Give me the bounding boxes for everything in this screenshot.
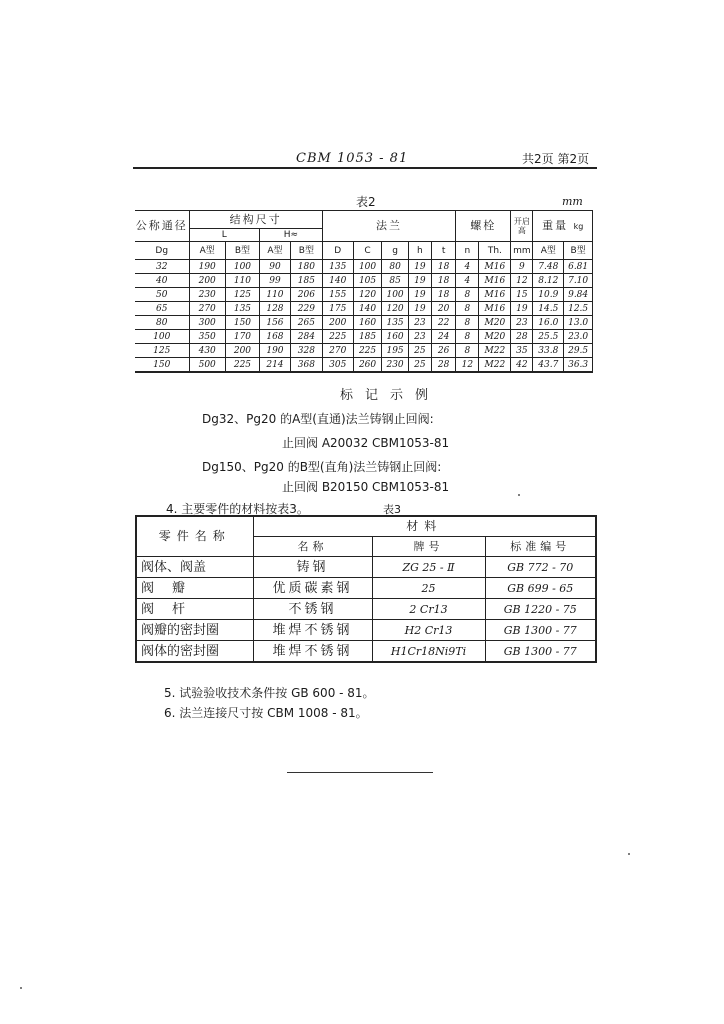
material-grade: H2 Cr13 bbox=[372, 620, 485, 641]
cell: 40 bbox=[135, 274, 189, 288]
cell: 128 bbox=[260, 302, 291, 316]
cell: 43.7 bbox=[533, 358, 564, 373]
cell: 140 bbox=[353, 302, 382, 316]
cell: 32 bbox=[135, 260, 189, 274]
table-row bbox=[135, 288, 593, 302]
header-material: 材料 bbox=[253, 516, 596, 537]
cell: 100 bbox=[135, 330, 189, 344]
part-name: 阀瓣 bbox=[136, 578, 253, 599]
table2-unit: mm bbox=[562, 195, 583, 208]
cell: 7.48 bbox=[533, 260, 564, 274]
material-standard: GB 772 - 70 bbox=[485, 557, 596, 578]
cell: 8 bbox=[456, 302, 479, 316]
cell: 28 bbox=[511, 330, 533, 344]
cell: 125 bbox=[225, 288, 259, 302]
cell: 20 bbox=[431, 302, 455, 316]
cell: 230 bbox=[189, 288, 225, 302]
header-rule bbox=[133, 167, 597, 169]
cell: M22 bbox=[479, 358, 511, 373]
cell: 6.81 bbox=[564, 260, 593, 274]
note-6: 6. 法兰连接尺寸按 CBM 1008 - 81。 bbox=[164, 706, 368, 720]
cell: 23 bbox=[408, 330, 431, 344]
cell: 36.3 bbox=[564, 358, 593, 373]
cell: 9 bbox=[511, 260, 533, 274]
part-name: 阀体、阀盖 bbox=[136, 557, 253, 578]
cell: 140 bbox=[322, 274, 353, 288]
cell: 430 bbox=[189, 344, 225, 358]
cell: 100 bbox=[353, 260, 382, 274]
cell: 305 bbox=[322, 358, 353, 373]
cell: 12 bbox=[511, 274, 533, 288]
cell: 185 bbox=[353, 330, 382, 344]
dimensions-table bbox=[135, 210, 593, 373]
table-row bbox=[136, 599, 596, 620]
cell: 8.12 bbox=[533, 274, 564, 288]
cell: 100 bbox=[225, 260, 259, 274]
material-name: 优质碳素钢 bbox=[253, 578, 372, 599]
part-name: 阀杆 bbox=[136, 599, 253, 620]
cell: 120 bbox=[353, 288, 382, 302]
col-header: t bbox=[431, 242, 455, 260]
col-header: A型 bbox=[533, 242, 564, 260]
cell: 150 bbox=[225, 316, 259, 330]
table3-title: 表3 bbox=[383, 503, 401, 516]
item-4-text: 4. 主要零件的材料按表3。 bbox=[166, 502, 309, 516]
example-title: 标记示例 bbox=[340, 388, 441, 403]
cell: M16 bbox=[479, 274, 511, 288]
cell: 33.8 bbox=[533, 344, 564, 358]
cell: 200 bbox=[322, 316, 353, 330]
cell: M20 bbox=[479, 330, 511, 344]
cell: 206 bbox=[290, 288, 322, 302]
document-number: CBM 1053 - 81 bbox=[296, 151, 409, 166]
col-header: D bbox=[322, 242, 353, 260]
cell: 9.84 bbox=[564, 288, 593, 302]
cell: 156 bbox=[260, 316, 291, 330]
cell: M22 bbox=[479, 344, 511, 358]
cell: 13.0 bbox=[564, 316, 593, 330]
scan-speck bbox=[518, 494, 520, 496]
cell: 135 bbox=[322, 260, 353, 274]
cell: 105 bbox=[353, 274, 382, 288]
cell: 368 bbox=[290, 358, 322, 373]
table-row bbox=[135, 316, 593, 330]
cell: 135 bbox=[225, 302, 259, 316]
header-material-name: 名称 bbox=[253, 537, 372, 557]
header-flange: 法兰 bbox=[322, 211, 455, 242]
cell: 229 bbox=[290, 302, 322, 316]
page-info: 共2页 第2页 bbox=[522, 152, 590, 166]
cell: 23 bbox=[408, 316, 431, 330]
example-line-2: 止回阀 A20032 CBM1053-81 bbox=[282, 436, 450, 450]
cell: 225 bbox=[225, 358, 259, 373]
material-name: 堆焊不锈钢 bbox=[253, 641, 372, 663]
cell: 260 bbox=[353, 358, 382, 373]
cell: 25 bbox=[408, 344, 431, 358]
cell: 100 bbox=[382, 288, 408, 302]
cell: 25.5 bbox=[533, 330, 564, 344]
cell: 4 bbox=[456, 274, 479, 288]
header-weight-label: 重量 bbox=[542, 218, 569, 232]
cell: 19 bbox=[408, 288, 431, 302]
col-header: A型 bbox=[260, 242, 291, 260]
header-standard: 标准编号 bbox=[485, 537, 596, 557]
cell: 4 bbox=[456, 260, 479, 274]
header-bolt: 螺栓 bbox=[456, 211, 511, 242]
table-row bbox=[135, 358, 593, 373]
cell: 265 bbox=[290, 316, 322, 330]
cell: 26 bbox=[431, 344, 455, 358]
material-name: 堆焊不锈钢 bbox=[253, 620, 372, 641]
cell: 120 bbox=[382, 302, 408, 316]
cell: 155 bbox=[322, 288, 353, 302]
col-header: B型 bbox=[225, 242, 259, 260]
cell: 24 bbox=[431, 330, 455, 344]
material-standard: GB 1300 - 77 bbox=[485, 620, 596, 641]
table-row bbox=[135, 302, 593, 316]
cell: 10.9 bbox=[533, 288, 564, 302]
example-line-3: Dg150、Pg20 的B型(直角)法兰铸钢止回阀: bbox=[202, 460, 442, 474]
cell: 225 bbox=[353, 344, 382, 358]
cell: 7.10 bbox=[564, 274, 593, 288]
cell: 125 bbox=[135, 344, 189, 358]
cell: 8 bbox=[456, 288, 479, 302]
cell: 29.5 bbox=[564, 344, 593, 358]
cell: M16 bbox=[479, 302, 511, 316]
cell: 195 bbox=[382, 344, 408, 358]
cell: 8 bbox=[456, 330, 479, 344]
example-line-1: Dg32、Pg20 的A型(直通)法兰铸钢止回阀: bbox=[202, 412, 434, 426]
part-name: 阀体的密封圈 bbox=[136, 641, 253, 663]
col-header: g bbox=[382, 242, 408, 260]
table-row bbox=[136, 557, 596, 578]
cell: 99 bbox=[260, 274, 291, 288]
material-grade: H1Cr18Ni9Ti bbox=[372, 641, 485, 663]
cell: 110 bbox=[260, 288, 291, 302]
cell: 85 bbox=[382, 274, 408, 288]
cell: M20 bbox=[479, 316, 511, 330]
part-name: 阀瓣的密封圈 bbox=[136, 620, 253, 641]
cell: 190 bbox=[189, 260, 225, 274]
cell: 22 bbox=[431, 316, 455, 330]
cell: 19 bbox=[408, 260, 431, 274]
cell: 190 bbox=[260, 344, 291, 358]
table-row bbox=[136, 620, 596, 641]
cell: 50 bbox=[135, 288, 189, 302]
cell: 328 bbox=[290, 344, 322, 358]
cell: M16 bbox=[479, 260, 511, 274]
col-header: mm bbox=[511, 242, 533, 260]
col-header: A型 bbox=[189, 242, 225, 260]
table-row bbox=[135, 344, 593, 358]
material-standard: GB 1300 - 77 bbox=[485, 641, 596, 663]
cell: 200 bbox=[225, 344, 259, 358]
cell: 14.5 bbox=[533, 302, 564, 316]
cell: 80 bbox=[135, 316, 189, 330]
cell: 180 bbox=[290, 260, 322, 274]
cell: 18 bbox=[431, 260, 455, 274]
col-header: n bbox=[456, 242, 479, 260]
cell: 300 bbox=[189, 316, 225, 330]
header-structure-dimensions: 结构尺寸 bbox=[189, 211, 322, 229]
table-row bbox=[136, 641, 596, 663]
material-grade: 25 bbox=[372, 578, 485, 599]
header-H: H≈ bbox=[260, 229, 323, 242]
cell: 23.0 bbox=[564, 330, 593, 344]
col-header: B型 bbox=[564, 242, 593, 260]
cell: 160 bbox=[353, 316, 382, 330]
col-header: Th. bbox=[479, 242, 511, 260]
note-5: 5. 试验验收技术条件按 GB 600 - 81。 bbox=[164, 686, 375, 700]
col-header: B型 bbox=[290, 242, 322, 260]
header-weight bbox=[533, 211, 593, 242]
col-header: h bbox=[408, 242, 431, 260]
cell: 12.5 bbox=[564, 302, 593, 316]
footer-rule bbox=[287, 772, 433, 773]
cell: 284 bbox=[290, 330, 322, 344]
material-standard: GB 1220 - 75 bbox=[485, 599, 596, 620]
material-name: 铸钢 bbox=[253, 557, 372, 578]
cell: 19 bbox=[408, 302, 431, 316]
cell: 270 bbox=[189, 302, 225, 316]
header-L: L bbox=[189, 229, 260, 242]
cell: 200 bbox=[189, 274, 225, 288]
cell: 80 bbox=[382, 260, 408, 274]
table-row bbox=[135, 330, 593, 344]
material-grade: ZG 25 - Ⅱ bbox=[372, 557, 485, 578]
header-part-name: 零件名称 bbox=[136, 516, 253, 557]
cell: 8 bbox=[456, 316, 479, 330]
table-row bbox=[135, 260, 593, 274]
cell: 28 bbox=[431, 358, 455, 373]
cell: 150 bbox=[135, 358, 189, 373]
header-dg: Dg bbox=[135, 242, 189, 260]
header-weight-unit: kg bbox=[573, 221, 584, 231]
cell: 160 bbox=[382, 330, 408, 344]
cell: 12 bbox=[456, 358, 479, 373]
material-grade: 2 Cr13 bbox=[372, 599, 485, 620]
cell: 16.0 bbox=[533, 316, 564, 330]
cell: 225 bbox=[322, 330, 353, 344]
cell: 18 bbox=[431, 274, 455, 288]
header-grade: 牌号 bbox=[372, 537, 485, 557]
cell: 35 bbox=[511, 344, 533, 358]
example-line-4: 止回阀 B20150 CBM1053-81 bbox=[282, 480, 450, 494]
materials-table bbox=[135, 515, 597, 663]
cell: M16 bbox=[479, 288, 511, 302]
cell: 135 bbox=[382, 316, 408, 330]
cell: 90 bbox=[260, 260, 291, 274]
cell: 19 bbox=[408, 274, 431, 288]
cell: 185 bbox=[290, 274, 322, 288]
cell: 175 bbox=[322, 302, 353, 316]
table2-title: 表2 bbox=[356, 195, 376, 209]
cell: 19 bbox=[511, 302, 533, 316]
material-standard: GB 699 - 65 bbox=[485, 578, 596, 599]
table-row bbox=[136, 578, 596, 599]
cell: 65 bbox=[135, 302, 189, 316]
col-header: C bbox=[353, 242, 382, 260]
cell: 15 bbox=[511, 288, 533, 302]
cell: 25 bbox=[408, 358, 431, 373]
cell: 230 bbox=[382, 358, 408, 373]
cell: 8 bbox=[456, 344, 479, 358]
cell: 168 bbox=[260, 330, 291, 344]
cell: 170 bbox=[225, 330, 259, 344]
table-row bbox=[135, 274, 593, 288]
scan-speck bbox=[628, 853, 630, 855]
cell: 110 bbox=[225, 274, 259, 288]
cell: 270 bbox=[322, 344, 353, 358]
cell: 42 bbox=[511, 358, 533, 373]
cell: 18 bbox=[431, 288, 455, 302]
cell: 350 bbox=[189, 330, 225, 344]
header-opening-height: 开启高 bbox=[511, 211, 533, 242]
cell: 214 bbox=[260, 358, 291, 373]
cell: 23 bbox=[511, 316, 533, 330]
header-nominal-diameter: 公称通径 bbox=[135, 211, 189, 242]
scan-speck bbox=[20, 987, 22, 989]
material-name: 不锈钢 bbox=[253, 599, 372, 620]
cell: 500 bbox=[189, 358, 225, 373]
